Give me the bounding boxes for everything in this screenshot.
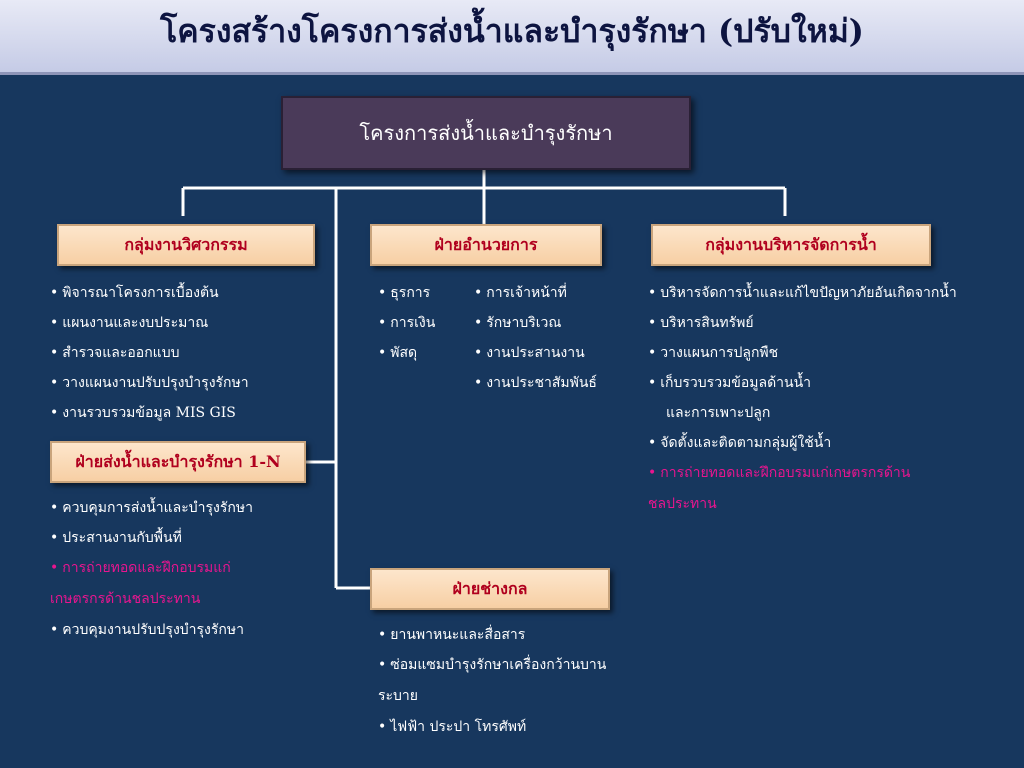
list-item: • งานประชาสัมพันธ์ [474,375,597,391]
list-item: • จัดตั้งและติดตามกลุ่มผู้ใช้น้ำ [648,435,832,451]
list-item: • การเงิน [378,315,436,331]
admin-list-right [474,278,597,398]
list-item: • ซ่อมแซมบำรุงรักษาเครื่องกว้านบานระบาย [378,657,607,704]
admin-section-box: ฝ่ายอำนวยการ [370,224,602,266]
list-item: • ควบคุมการส่งน้ำและบำรุงรักษา [50,500,253,516]
mechanics-list [378,620,628,742]
list-item: • ควบคุมงานปรับปรุงบำรุงรักษา [50,622,244,638]
list-item: และการเพาะปลูก [666,405,771,421]
list-item: • การถ่ายทอดและฝึกอบรมแก่เกษตรกรด้านชลประทาน [648,465,911,512]
engineering-group-box: กลุ่มงานวิศวกรรม [57,224,315,266]
water-delivery-list [50,493,290,645]
list-item: • สำรวจและออกแบบ [50,345,180,361]
list-item: • งานรวบรวมข้อมูล MIS GIS [50,405,236,421]
project-box: โครงการส่งน้ำและบำรุงรักษา [281,96,691,170]
list-item: • การเจ้าหน้าที่ [474,285,567,301]
list-item: • บริหารสินทรัพย์ [648,315,754,331]
list-item: • แผนงานและงบประมาณ [50,315,209,331]
list-item: • งานประสานงาน [474,345,585,361]
list-item: • พิจารณาโครงการเบื้องต้น [50,285,219,301]
list-item: • ธุรการ [378,285,431,301]
list-item: • ไฟฟ้า ประปา โทรศัพท์ [378,719,527,735]
engineering-list [50,278,249,428]
water-management-list [648,278,1010,520]
list-item: • บริหารจัดการน้ำและแก้ไขปัญหาภัยอันเกิดจากน้ำ [648,285,957,301]
list-item: • พัสดุ [378,345,418,361]
page-title: โครงสร้างโครงการส่งน้ำและบำรุงรักษา (ปรับใหม่) [160,12,864,50]
water-management-group-box: กลุ่มงานบริหารจัดการน้ำ [651,224,931,266]
list-item: • เก็บรวบรวมข้อมูลด้านน้ำ [648,375,812,391]
admin-list-left [378,278,435,368]
list-item: • วางแผนการปลูกพืช [648,345,779,361]
list-item: • วางแผนงานปรับปรุงบำรุงรักษา [50,375,249,391]
list-item: • ประสานงานกับพื้นที่ [50,530,182,546]
list-item: • การถ่ายทอดและฝึกอบรมแก่เกษตรกรด้านชลประทาน [50,560,231,607]
water-delivery-section-box: ฝ่ายส่งน้ำและบำรุงรักษา 1-N [50,441,306,483]
mechanics-section-box: ฝ่ายช่างกล [370,568,610,610]
list-item: • รักษาบริเวณ [474,315,562,331]
list-item: • ยานพาหนะและสื่อสาร [378,627,526,643]
